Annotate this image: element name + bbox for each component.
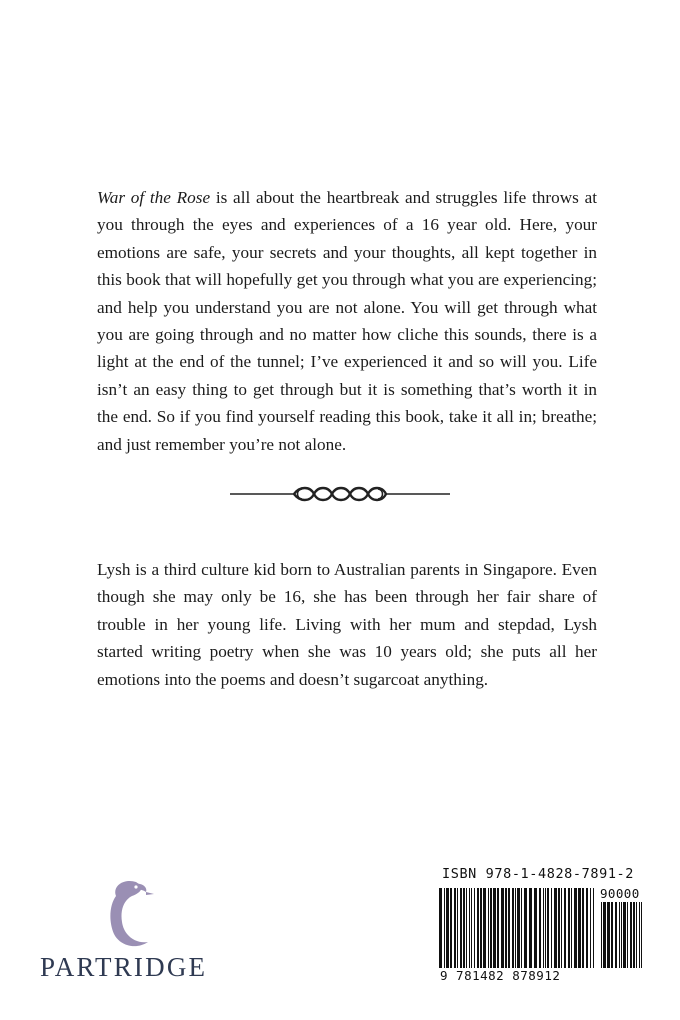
barcode-bar [564,888,566,968]
barcode-bar [639,902,640,968]
barcode-bar [611,902,613,968]
barcode-bar [477,888,479,968]
barcode-bar [515,888,516,968]
barcode-bar [551,888,552,968]
barcode-bar [582,888,584,968]
barcode-bar [517,888,520,968]
barcode-bar [578,888,581,968]
book-title: War of the Rose [97,188,211,207]
barcode-bar [497,888,499,968]
publisher-name: PARTRIDGE [40,952,208,982]
barcode-bar [630,902,632,968]
barcode-bar [446,888,449,968]
barcode-bar [561,888,562,968]
barcode-bar [463,888,465,968]
barcode-bar [593,888,594,968]
barcode-bar [505,888,507,968]
barcode-bar [554,888,557,968]
barcode-bar [636,902,637,968]
barcode-bar [641,902,642,968]
barcode-bar [539,888,541,968]
isbn-label: ISBN 978-1-4828-7891-2 [442,866,635,882]
barcode-bar [529,888,532,968]
barcode-bar [450,888,452,968]
blurb-text: is all about the heartbreak and struggles life throws at you through the eyes and experiences of a 16 year old. Here, your emotions are safe, your secrets and your thoughts, all kept together in this book that will hopefully get you through what you are experiencing; and help you understand you are not alone. You will get through what you are going through and no matter how cliche this sounds, there is a light at the end of the tunnel; I’ve experienced it and so will you. Life isn’t an easy thing to get through but it is something that’s worth it in the end. So if you find yourself reading this book, take it all in; breathe; and just remember you’re not alone. [97,188,597,454]
barcode-bar [454,888,456,968]
barcode-bar [543,888,544,968]
barcode-bar [607,902,610,968]
barcode-bar [474,888,475,968]
ornamental-divider [230,480,450,508]
barcode-bar [488,888,489,968]
barcode-bar [623,902,626,968]
barcode-bar [586,888,588,968]
barcode-bar [493,888,496,968]
barcode-digits: 9 781482 878912 [440,968,561,983]
author-bio: Lysh is a third culture kid born to Australian parents in Singapore. Even though she may only be 16, she has been through her fair share of trouble in her young life. Living with her mum and stepdad, Lysh started writing poetry when she was 10 years old; she puts all her emotions into the poems and doesn’t sugarcoat anything. [97,560,597,689]
barcode-bar [574,888,577,968]
barcode-bar [633,902,635,968]
isbn-barcode [432,866,644,988]
barcode-bar [603,902,606,968]
price-code: 90000 [600,886,640,901]
barcode-bar [457,888,458,968]
barcode-bar [469,888,470,968]
barcode-bar [601,902,602,968]
back-cover-blurb [97,184,597,458]
barcode-bar [444,888,445,968]
partridge-bird-logo-icon [102,876,158,952]
barcode-bar [480,888,482,968]
barcode-bar [521,888,522,968]
publisher-mark [40,876,230,986]
barcode-bar [627,902,628,968]
barcode-bar [547,888,549,968]
barcode-bar [621,902,622,968]
barcode-bar [512,888,514,968]
barcode-bar [460,888,462,968]
barcode-bar [590,888,591,968]
barcode-bar [534,888,537,968]
barcode-bar [471,888,472,968]
barcode-bar [545,888,546,968]
barcode-bar [483,888,486,968]
barcode-bar [466,888,467,968]
barcode-bar [508,888,510,968]
addon-barcode [600,902,644,968]
ean-barcode [438,888,596,968]
barcode-bar [615,902,617,968]
barcode-bar [571,888,572,968]
barcode-bar [490,888,492,968]
barcode-bar [501,888,504,968]
barcode-bar [568,888,570,968]
barcode-bar [558,888,560,968]
barcode-bar [439,888,442,968]
barcode-bar [524,888,527,968]
barcode-bar [619,902,620,968]
